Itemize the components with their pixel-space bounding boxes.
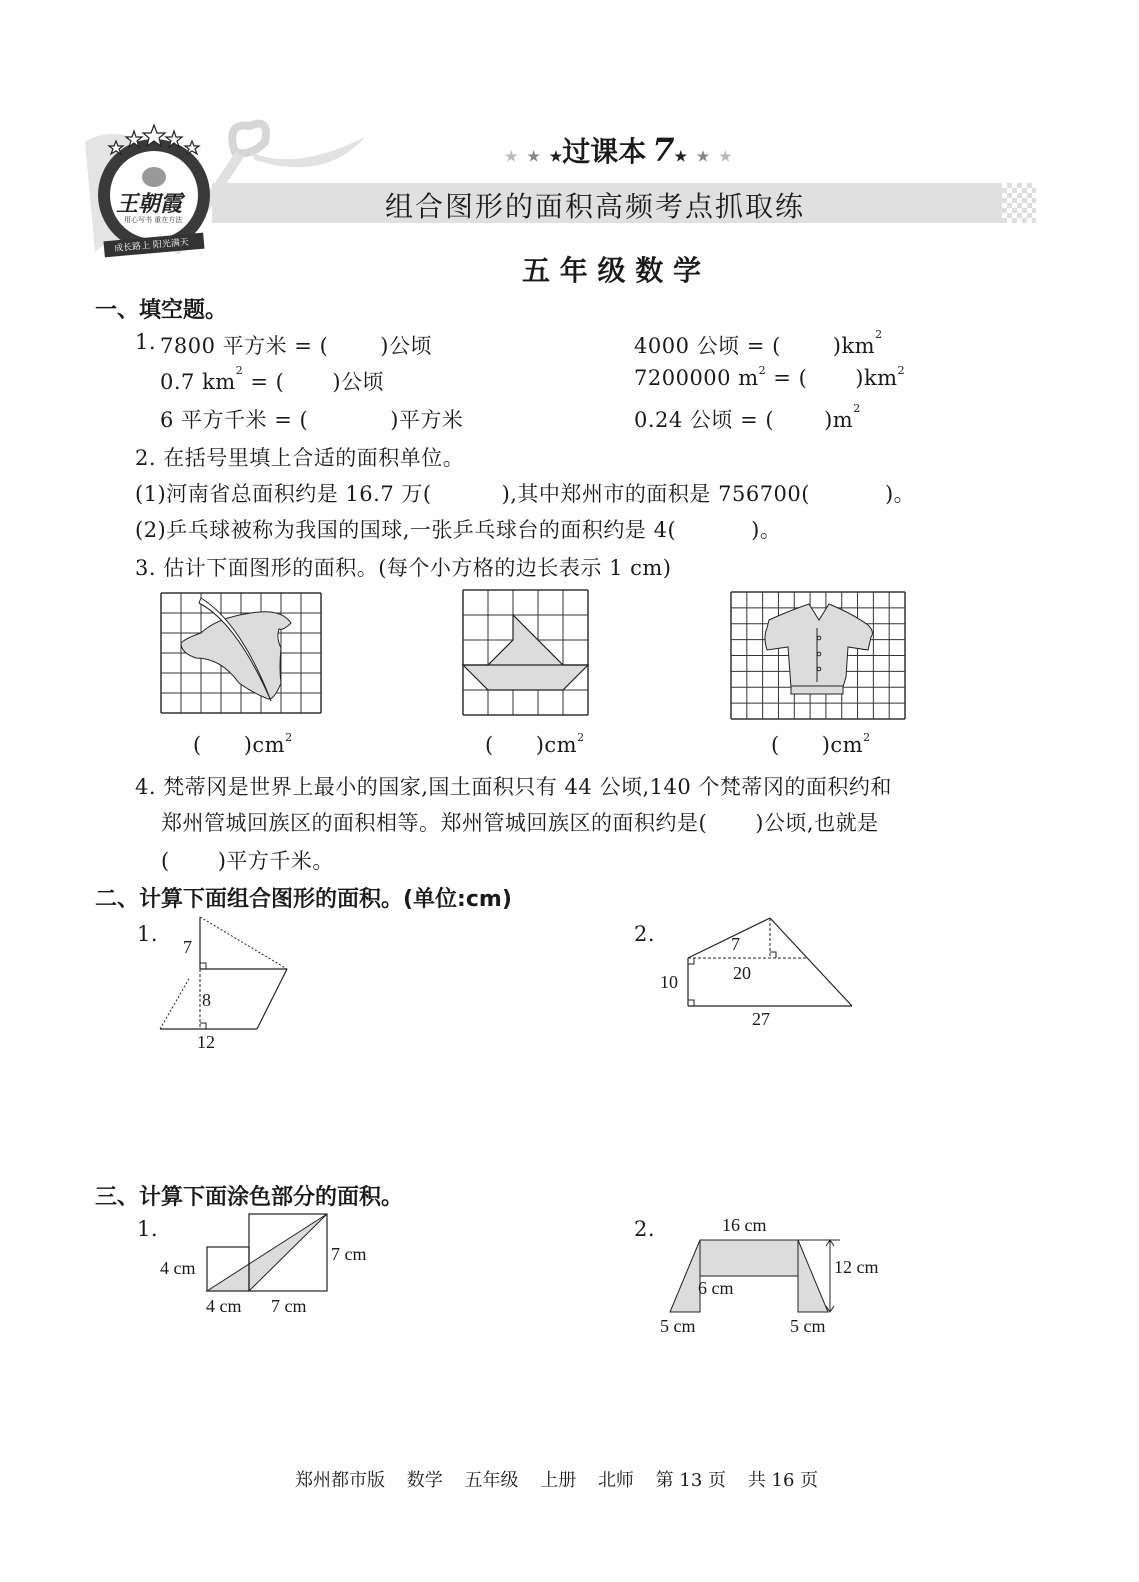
section-heading: 一、填空题。 bbox=[95, 298, 228, 323]
boat-shape bbox=[463, 615, 588, 690]
footer-volume: 上册 bbox=[540, 1470, 577, 1491]
checker-decoration bbox=[1002, 183, 1036, 223]
answer-line: ( )$cm^2$ bbox=[193, 731, 293, 757]
blank-item: 7800 平方米 = ( )公顷 bbox=[160, 334, 432, 358]
composite-figure-1 bbox=[160, 917, 290, 1032]
composite-figure-2 bbox=[688, 918, 858, 1008]
question-number: 1. bbox=[135, 330, 157, 354]
leaf-grid-figure bbox=[161, 593, 321, 713]
star-icon: ★ bbox=[549, 149, 563, 165]
page-subtitle: 五 年 级 数 学 bbox=[522, 254, 701, 287]
series-text: 过课本 bbox=[562, 135, 647, 168]
figure-2-number: 2. bbox=[634, 1217, 656, 1241]
blank-item: 7200000 $m^2$ = ( )$km^2$ bbox=[634, 364, 906, 390]
jacket-grid-figure bbox=[731, 592, 905, 719]
answer-line: ( )$cm^2$ bbox=[771, 731, 871, 757]
figure-1-number: 1. bbox=[137, 922, 159, 946]
logo bbox=[96, 137, 212, 253]
logo-name: 王朝霞 bbox=[116, 191, 183, 217]
label-inner-height: 6 cm bbox=[698, 1278, 734, 1298]
footer-total-pages: 共 16 页 bbox=[747, 1470, 819, 1491]
section-heading: 二、计算下面组合图形的面积。(单位:cm) bbox=[95, 887, 512, 912]
star-icon: ★ bbox=[696, 149, 710, 165]
label-right-base: 5 cm bbox=[790, 1316, 826, 1336]
logo-tagline: 用心写书 重在方法 bbox=[124, 216, 183, 224]
footer-subject: 数学 bbox=[406, 1470, 443, 1491]
star-icon: ★ bbox=[719, 149, 732, 165]
footer-page: 第 13 页 bbox=[655, 1470, 727, 1491]
label-base-12: 12 bbox=[197, 1032, 215, 1052]
label-base-27: 27 bbox=[752, 1009, 770, 1029]
blank-item: 4000 公顷 = ( )$km^2$ bbox=[634, 328, 883, 358]
question-prompt: 3. 估计下面图形的面积。(每个小方格的边长表示 1 cm) bbox=[135, 556, 672, 580]
leaf-shape bbox=[181, 612, 291, 699]
shaded-figure-2 bbox=[670, 1240, 840, 1315]
label-height-7: 7 bbox=[183, 937, 192, 957]
figure-2-number: 2. bbox=[634, 922, 656, 946]
question-line: 4. 梵蒂冈是世界上最小的国家,国土面积只有 44 公顷,140 个梵蒂冈的面积约和 bbox=[135, 775, 892, 799]
label-height-10: 10 bbox=[660, 972, 678, 992]
label-height: 12 cm bbox=[834, 1257, 879, 1277]
blank-item: 0.7 $km^2$ = ( )公顷 bbox=[160, 364, 385, 394]
shaded-figure-1 bbox=[207, 1214, 327, 1294]
series-number: 7 bbox=[652, 131, 675, 169]
question-prompt: 2. 在括号里填上合适的面积单位。 bbox=[135, 446, 465, 470]
section-heading: 三、计算下面涂色部分的面积。 bbox=[95, 1185, 404, 1210]
label-top-width: 16 cm bbox=[722, 1215, 767, 1235]
label-left-base: 5 cm bbox=[660, 1316, 696, 1336]
question-part: (2)乒乓球被称为我国的国球,一张乒乓球台的面积约是 4( )。 bbox=[135, 518, 782, 542]
label-small-width: 4 cm bbox=[206, 1296, 242, 1316]
jacket-shape bbox=[765, 604, 872, 687]
label-large-height: 7 cm bbox=[331, 1244, 367, 1264]
logo-slogan: 成长路上 阳光满天 bbox=[113, 237, 190, 255]
star-icon: ★ bbox=[505, 149, 518, 165]
label-large-width: 7 cm bbox=[271, 1296, 307, 1316]
footer bbox=[295, 1466, 818, 1492]
label-width-20: 20 bbox=[733, 963, 751, 983]
label-height-8: 8 bbox=[202, 990, 211, 1010]
blank-item: 6 平方千米 = ( )平方米 bbox=[160, 408, 464, 432]
footer-grade: 五年级 bbox=[464, 1470, 519, 1491]
star-icon: ★ bbox=[674, 149, 688, 165]
question-part: (1)河南省总面积约是 16.7 万( ),其中郑州市的面积是 756700( )。 bbox=[135, 482, 916, 506]
footer-publisher: 北师 bbox=[597, 1470, 634, 1491]
blank-item: 0.24 公顷 = ( )$m^2$ bbox=[634, 402, 861, 432]
star-icon: ★ bbox=[527, 149, 540, 165]
label-small-height: 4 cm bbox=[160, 1258, 196, 1278]
series-label bbox=[505, 130, 732, 170]
question-line: 郑州管城回族区的面积相等。郑州管城回族区的面积约是( )公顷,也就是 bbox=[161, 811, 879, 835]
page-title: 组合图形的面积高频考点抓取练 bbox=[385, 190, 806, 223]
answer-line: ( )$cm^2$ bbox=[485, 731, 585, 757]
label-height-7: 7 bbox=[731, 934, 740, 954]
figure-1-number: 1. bbox=[137, 1217, 159, 1241]
footer-edition: 郑州都市版 bbox=[295, 1470, 385, 1491]
boat-grid-figure bbox=[463, 590, 588, 715]
question-line: ( )平方千米。 bbox=[161, 849, 334, 873]
